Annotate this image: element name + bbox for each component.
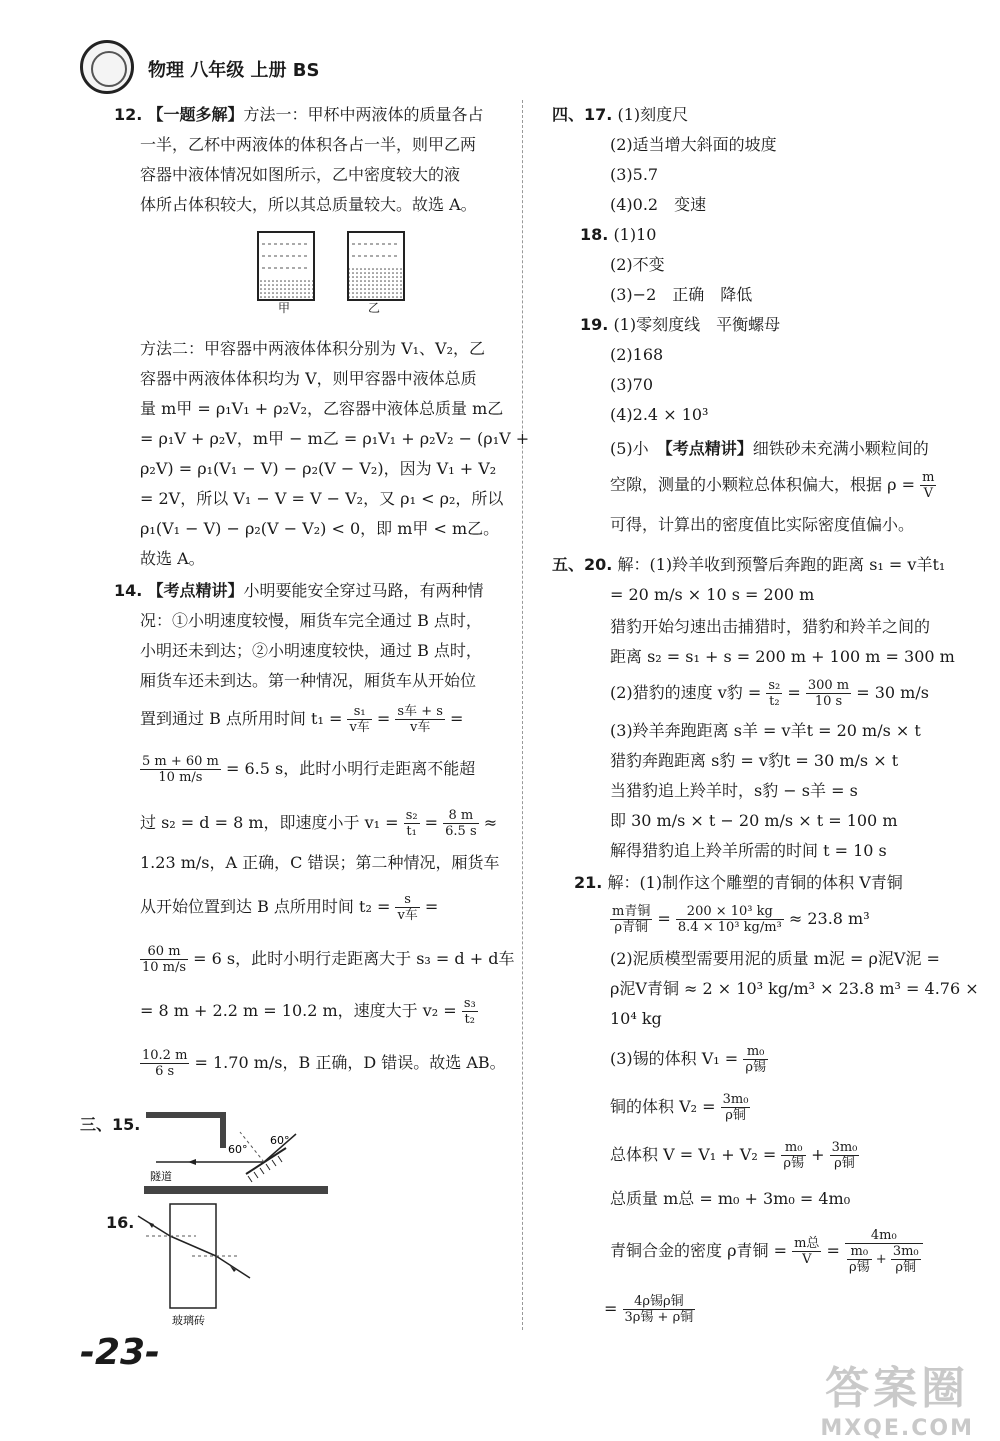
q12-line-2: 一半，乙杯中两液体的体积各占一半，则甲乙两 (140, 135, 477, 154)
q14-l12-text: = 1.70 m/s，B 正确，D 错误。故选 AB。 (194, 1053, 506, 1072)
fraction (847, 1244, 872, 1275)
fraction (920, 470, 936, 501)
q18-line-3: (3)−2 正确 降低 (610, 285, 753, 304)
q19-i5c: 空隙，测量的小颗粒总体积偏大，根据 ρ = (610, 475, 915, 494)
frac-den: ρ锡 (745, 1060, 766, 1075)
frac-num: m (922, 470, 935, 485)
fraction (676, 904, 784, 935)
frac-den: 6.5 s (445, 824, 477, 839)
q17-line-2: (2)适当增大斜面的坡度 (610, 135, 777, 154)
frac-den: v车 (349, 720, 370, 735)
compound-fraction (845, 1228, 923, 1275)
q12-m2-line-7: ρ₁(V₁ − V) − ρ₂(V − V₂) < 0，即 m甲 < m乙。 (140, 519, 500, 538)
watermark (820, 1352, 974, 1441)
q21-line-4: ρ泥V青铜 ≈ 2 × 10³ kg/m³ × 23.8 m³ = 4.76 × (610, 979, 979, 998)
fraction (140, 944, 188, 975)
book-title: 物理 八年级 上册 BS (148, 60, 320, 81)
fraction (721, 1092, 751, 1123)
fraction (806, 678, 851, 709)
q21-line-3: (2)泥质模型需要用泥的质量 m泥 = ρ泥V泥 = (610, 949, 940, 968)
fraction (443, 808, 478, 839)
q19-line-7: 可得，计算出的密度值比实际密度值偏小。 (610, 515, 915, 534)
q14-l6-text: = 6.5 s，此时小明行走距离不能超 (225, 759, 476, 778)
q14-line-3: 小明还未到达；②小明速度较快，通过 B 点时， (140, 641, 482, 660)
frac-den: t₂ (769, 694, 780, 709)
frac-num: 4m₀ (845, 1228, 923, 1244)
frac-den: 10 m/s (158, 770, 203, 785)
q20-line-1 (552, 550, 945, 580)
frac-num: 5 m + 60 m (142, 754, 219, 769)
angle-label-2: 60° (270, 1134, 290, 1147)
q20-line-2: = 20 m/s × 10 s = 200 m (610, 585, 815, 604)
tunnel-label: 隧道 (150, 1170, 172, 1183)
q20-line-5: (2)猎豹的速度 v豹 = $\frac{\text{s₂}}{\text{t₂}}$ = $\frac{300 m}{10 s}$ = 30 m/s (610, 678, 929, 709)
q17-item: (1)刻度尺 (617, 105, 689, 124)
q20-l5b: = 30 m/s (856, 683, 929, 702)
q12-m2-line-3: 量 m甲 = ρ₁V₁ + ρ₂V₂，乙容器中液体总质量 m乙 (140, 399, 504, 418)
q12-m2-line-4: = ρ₁V + ρ₂V，m甲 − m乙 = ρ₁V₁ + ρ₂V₂ − (ρ₁V + (140, 429, 530, 448)
q14-l7-text: 过 s₂ = d = 8 m，即速度小于 v₁ = (140, 813, 399, 832)
q12-text: 方法一：甲杯中两液体的质量各占 (243, 105, 484, 124)
q14-line-12 (140, 1048, 506, 1079)
q20-l1: 解：(1)羚羊收到预警后奔跑的距离 s₁ = v羊t₁ (617, 555, 946, 574)
fraction (140, 754, 221, 785)
q17-number: 四、17. (552, 105, 613, 124)
q19-item: (1)零刻度线 平衡螺母 (613, 315, 781, 334)
q19-i5b: 细铁砂未充满小颗粒间的 (752, 439, 929, 458)
q21-l1: 解：(1)制作这个雕塑的青铜的体积 V青铜 (607, 873, 903, 892)
q12-line-1 (114, 100, 483, 130)
frac-den: v车 (409, 720, 431, 735)
frac-den: t₁ (406, 824, 417, 839)
q18-item: (1)10 (613, 225, 657, 244)
fraction (610, 904, 652, 935)
frac-den: V (923, 486, 933, 501)
fraction (462, 996, 478, 1027)
fraction (623, 1294, 696, 1325)
q16-number: 16. (106, 1213, 135, 1232)
q14-line-8: 1.23 m/s，A 正确，C 错误；第二种情况，厢货车 (140, 853, 500, 872)
q14-l9-text: 从开始位置到达 B 点所用时间 t₂ = (140, 897, 391, 916)
q14-text: 小明要能安全穿过马路，有两种情 (243, 581, 484, 600)
fraction (140, 1048, 189, 1079)
fraction (347, 704, 371, 735)
q14-line-7: 过 s₂ = d = 8 m，即速度小于 v₁ = $\frac{\text{s₂}}{\text{t₁}}$ = $\frac{8 m}{6.5 s}$ ≈ (140, 808, 498, 839)
fraction (395, 704, 445, 735)
q16-refraction-figure (136, 1200, 286, 1330)
frac-den: 3ρ锡 + ρ铜 (624, 1310, 694, 1325)
q14-line-10 (140, 944, 514, 975)
q19-line-4: (4)2.4 × 10³ (610, 405, 709, 424)
frac-num: m₀ (743, 1044, 768, 1060)
q19-line-6 (610, 470, 936, 501)
q14-line-1 (114, 576, 483, 606)
q12-line-4: 体所占体积较大，所以其总质量较大。故选 A。 (140, 195, 477, 214)
frac-den: ρ铜 (895, 1260, 917, 1275)
q12-m2-line-5: ρ₂V) = ρ₁(V₁ − V) − ρ₂(V − V₂)，因为 V₁ + V₂ (140, 459, 497, 478)
q20-line-4: 距离 s₂ = s₁ + s = 200 m + 100 m = 300 m (610, 647, 955, 666)
frac-num: 300 m (807, 678, 850, 693)
q21-l2b: ≈ 23.8 m³ (788, 909, 870, 928)
watermark-line-2: MXQE.COM (820, 1416, 974, 1441)
frac-num: 4ρ锡ρ铜 (623, 1294, 696, 1310)
q12-m2-line-8: 故选 A。 (140, 549, 205, 568)
frac-den: 10 m/s (142, 960, 187, 975)
watermark-line-1: 答案圈 (825, 1363, 970, 1414)
container-label-a: 甲 (278, 301, 291, 315)
q21-line-1 (574, 868, 903, 898)
frac-den: ρ锡 (783, 1156, 804, 1171)
q21-l7a: 铜的体积 V₂ = (610, 1097, 716, 1116)
q18-line-2: (2)不变 (610, 255, 665, 274)
q21-line-10: 青铜合金的密度 ρ青铜 = $\frac{\text{m总}}{V}$ = 4m₀ $\frac{\text{m₀}}{\text{ρ锡}}$ + $\frac{\text{3m₀}}{\text{ρ铜}}$ (610, 1228, 923, 1275)
frac-num: m青铜 (612, 904, 651, 919)
frac-num: s (395, 892, 419, 908)
q12-m2-line-6: = 2V，所以 V₁ − V = V − V₂，又 ρ₁ < ρ₂，所以 (140, 489, 504, 508)
frac-num: 200 × 10³ kg (676, 904, 784, 920)
fraction (781, 1140, 806, 1171)
publisher-logo-icon (80, 40, 134, 94)
glass-brick-label: 玻璃砖 (172, 1314, 205, 1327)
q19-i5a: (5)小 (610, 439, 649, 458)
q14-l5-text: 置到通过 B 点所用时间 t₁ = (140, 709, 343, 728)
frac-num: 3m₀ (892, 1244, 919, 1259)
frac-den: ρ青铜 (614, 920, 648, 935)
q20-l5a: (2)猎豹的速度 v豹 = (610, 683, 762, 702)
q21-line-8: 总体积 V = V₁ + V₂ = $\frac{\text{m₀}}{\text{ρ锡}}$ + $\frac{\text{3m₀}}{\text{ρ铜}}$ (610, 1140, 858, 1171)
frac-num: 8 m (443, 808, 478, 824)
q14-line-6 (140, 754, 475, 785)
q21-line-6 (610, 1044, 768, 1075)
q20-line-10: 解得猎豹追上羚羊所需的时间 t = 10 s (610, 841, 887, 860)
q19-line-2: (2)168 (610, 345, 664, 364)
q12-number: 12. (114, 105, 143, 124)
frac-num: m₀ (847, 1244, 872, 1260)
q12-line-3: 容器中液体情况如图所示，乙中密度较大的液 (140, 165, 461, 184)
q21-l6a: (3)锡的体积 V₁ = (610, 1049, 739, 1068)
q17-line-3: (3)5.7 (610, 165, 659, 184)
q21-line-2: $\frac{\text{m青铜}}{\text{ρ青铜}}$ = $\frac{\text{200 × 10³ kg}}{\text{8.4 × 10³ kg/m³}}$ ≈ 23.8 m³ (612, 904, 870, 935)
frac-den: 10 s (814, 694, 843, 709)
frac-num: 60 m (140, 944, 188, 960)
frac-num: s₁ (347, 704, 371, 720)
q20-line-6: (3)羚羊奔跑距离 s羊 = v羊t = 20 m/s × t (610, 721, 921, 740)
fraction (743, 1044, 768, 1075)
q21-l8a: 总体积 V = V₁ + V₂ = (610, 1145, 777, 1164)
q21-l10a: 青铜合金的密度 ρ青铜 = (610, 1241, 787, 1260)
q14-line-9: 从开始位置到达 B 点所用时间 t₂ = $\frac{s}{\text{v车}}$ = (140, 892, 439, 923)
q14-line-5: 置到通过 B 点所用时间 t₁ = $\frac{\text{s₁}}{\text{v车}}$ = $\frac{\text{s车 + s}}{\text{v车}}$ = (140, 704, 464, 735)
frac-num: s₂ (768, 678, 781, 693)
q12-m2-line-2: 容器中两液体体积均为 V，则甲容器中液体总质 (140, 369, 477, 388)
q20-line-8: 当猎豹追上羚羊时，s豹 − s羊 = s (610, 781, 858, 800)
fraction (830, 1140, 860, 1171)
fraction (404, 808, 420, 839)
q19-number: 19. (580, 315, 609, 334)
frac-den: $\frac{\text{m₀}}{\text{ρ锡}}$ + $\frac{\text{3m₀}}{\text{ρ铜}}$ (849, 1244, 919, 1275)
q14-l10-text: = 6 s，此时小明行走距离大于 s₃ = d + d车 (193, 949, 515, 968)
frac-den: ρ铜 (834, 1156, 855, 1171)
fraction (891, 1244, 921, 1275)
q21-number: 21. (574, 873, 603, 892)
q19-line-1 (580, 310, 780, 340)
q21-line-9: 总质量 m总 = m₀ + 3m₀ = 4m₀ (610, 1189, 851, 1208)
q20-line-7: 猎豹奔跑距离 s豹 = v豹t = 30 m/s × t (610, 751, 899, 770)
frac-den: ρ锡 (849, 1260, 870, 1275)
q19-line-5 (610, 434, 929, 464)
q21-line-7 (610, 1092, 750, 1123)
container-label-b: 乙 (368, 301, 381, 315)
q14-line-4: 厢货车还未到达。第一种情况，厢货车从开始位 (140, 671, 477, 690)
q14-line-2: 况：①小明速度较慢，厢货车完全通过 B 点时， (140, 611, 482, 630)
q17-line-4: (4)0.2 变速 (610, 195, 707, 214)
fraction (766, 678, 782, 709)
fraction (395, 892, 419, 923)
q12-tag: 【一题多解】 (147, 105, 244, 124)
q20-line-9: 即 30 m/s × t − 20 m/s × t = 100 m (610, 811, 898, 830)
q18-line-1 (580, 220, 656, 250)
q19-line-3: (3)70 (610, 375, 654, 394)
frac-den: ρ铜 (725, 1108, 746, 1123)
frac-den: t₂ (464, 1012, 475, 1027)
angle-label-1: 60° (228, 1143, 248, 1156)
frac-den: 6 s (155, 1064, 175, 1079)
frac-num: m总 (794, 1236, 820, 1251)
q20-number: 五、20. (552, 555, 613, 574)
q21-line-11: = $\frac{\text{4ρ锡ρ铜}}{\text{3ρ锡 + ρ铜}}$ (604, 1294, 694, 1325)
q19-tag: 【考点精讲】 (664, 439, 753, 458)
q14-line-11 (140, 996, 478, 1027)
frac-num: 10.2 m (142, 1048, 188, 1063)
frac-num: s₂ (405, 808, 418, 823)
q14-tag: 【考点精讲】 (147, 581, 244, 600)
q21-line-5: 10⁴ kg (610, 1009, 662, 1028)
q15-number: 三、15. (80, 1115, 141, 1134)
q14-l11-text: = 8 m + 2.2 m = 10.2 m，速度大于 v₂ = (140, 1001, 457, 1020)
q14-number: 14. (114, 581, 143, 600)
frac-num: 3m₀ (722, 1092, 749, 1107)
page-number: -23- (80, 1332, 160, 1373)
frac-num: s车 + s (397, 704, 443, 719)
frac-den: 8.4 × 10³ kg/m³ (677, 920, 782, 935)
fraction (792, 1236, 821, 1267)
frac-num: m₀ (781, 1140, 806, 1156)
q18-number: 18. (580, 225, 609, 244)
column-divider (522, 100, 523, 1330)
q20-line-3: 猎豹开始匀速出击捕猎时，猎豹和羚羊之间的 (610, 617, 931, 636)
frac-den: v车 (397, 908, 418, 923)
q15-reflection-figure (136, 1100, 336, 1200)
frac-num: 3m₀ (831, 1140, 858, 1155)
frac-den: V (802, 1252, 812, 1267)
q12-m2-line-1: 方法二：甲容器中两液体体积分别为 V₁、V₂，乙 (140, 339, 486, 358)
frac-num: s₃ (463, 996, 476, 1011)
q17-line-1 (552, 100, 688, 130)
